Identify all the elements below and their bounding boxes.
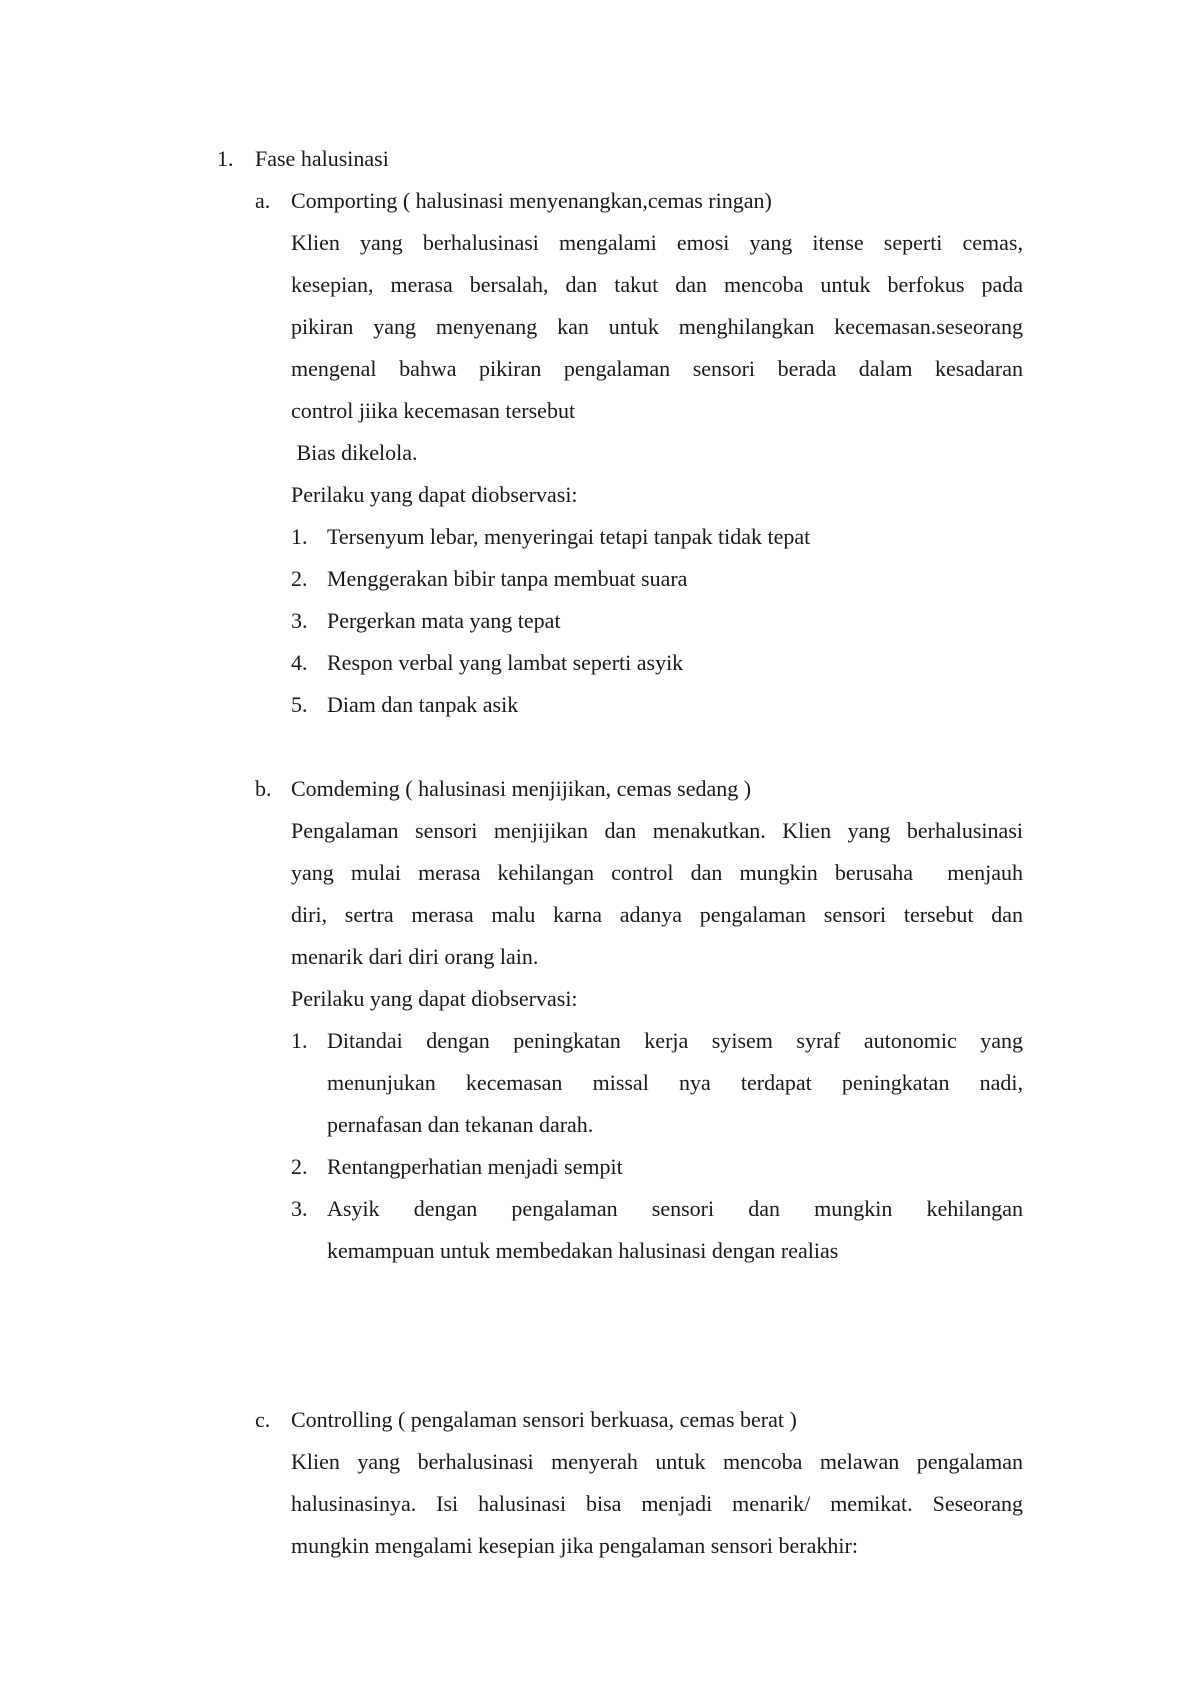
list-item-number: 3.	[291, 608, 308, 633]
list-item: Asyik dengan pengalaman sensori dan mungkin kehilangan	[327, 1196, 1023, 1221]
section-b-paragraph-line: diri, sertra merasa malu karna adanya pengalaman sensori tersebut dan	[291, 902, 1023, 927]
list-item-number: 1.	[291, 1028, 308, 1053]
section-b-observe-label: Perilaku yang dapat diobservasi:	[291, 986, 578, 1011]
section-b-paragraph-line: Pengalaman sensori menjijikan dan menakutkan. Klien yang berhalusinasi	[291, 818, 1023, 843]
heading-title: Fase halusinasi	[255, 146, 389, 171]
section-a-paragraph-line: Klien yang berhalusinasi mengalami emosi yang itense seperti cemas,	[291, 230, 1023, 255]
list-item-number: 2.	[291, 1154, 308, 1179]
list-item: Pergerkan mata yang tepat	[327, 608, 561, 633]
section-b-marker: b.	[255, 776, 272, 801]
list-item: Respon verbal yang lambat seperti asyik	[327, 650, 684, 675]
section-c-marker: c.	[255, 1407, 271, 1432]
list-item: kemampuan untuk membedakan halusinasi dengan realias	[327, 1238, 839, 1263]
section-a-title: Comporting ( halusinasi menyenangkan,cemas ringan)	[291, 188, 772, 213]
section-b-paragraph-line: menarik dari diri orang lain.	[291, 944, 539, 969]
section-c-paragraph-line: Klien yang berhalusinasi menyerah untuk mencoba melawan pengalaman	[291, 1449, 1023, 1474]
list-item: Tersenyum lebar, menyeringai tetapi tanpak tidak tepat	[327, 524, 811, 549]
section-a-paragraph-line: control jiika kecemasan tersebut	[291, 398, 576, 423]
list-item-number: 3.	[291, 1196, 308, 1221]
list-item: Diam dan tanpak asik	[327, 692, 519, 717]
section-a-paragraph-line: pikiran yang menyenang kan untuk menghilangkan kecemasan.seseorang	[291, 314, 1023, 339]
list-item-number: 5.	[291, 692, 308, 717]
section-b-paragraph-line: yang mulai merasa kehilangan control dan mungkin berusaha menjauh	[291, 860, 1023, 885]
list-item-number: 1.	[291, 524, 308, 549]
section-a-paragraph-line: mengenal bahwa pikiran pengalaman sensori berada dalam kesadaran	[291, 356, 1023, 381]
section-c-paragraph-line: halusinasinya. Isi halusinasi bisa menjadi menarik/ memikat. Seseorang	[291, 1491, 1023, 1516]
list-item: Ditandai dengan peningkatan kerja syisem syraf autonomic yang	[327, 1028, 1023, 1053]
list-item: pernafasan dan tekanan darah.	[327, 1112, 594, 1137]
list-item: menunjukan kecemasan missal nya terdapat peningkatan nadi,	[327, 1070, 1023, 1095]
section-c-paragraph-line: mungkin mengalami kesepian jika pengalaman sensori berakhir:	[291, 1533, 858, 1558]
section-c-title: Controlling ( pengalaman sensori berkuasa, cemas berat )	[291, 1407, 797, 1432]
section-a-marker: a.	[255, 188, 271, 213]
section-a-paragraph-line: kesepian, merasa bersalah, dan takut dan mencoba untuk berfokus pada	[291, 272, 1023, 297]
list-item-number: 2.	[291, 566, 308, 591]
section-a-paragraph-line: Bias dikelola.	[291, 440, 418, 465]
heading-number: 1.	[217, 146, 234, 171]
list-item-number: 4.	[291, 650, 308, 675]
section-b-title: Comdeming ( halusinasi menjijikan, cemas sedang )	[291, 776, 752, 801]
list-item: Rentangperhatian menjadi sempit	[327, 1154, 623, 1179]
list-item: Menggerakan bibir tanpa membuat suara	[327, 566, 688, 591]
section-a-observe-label: Perilaku yang dapat diobservasi:	[291, 482, 578, 507]
